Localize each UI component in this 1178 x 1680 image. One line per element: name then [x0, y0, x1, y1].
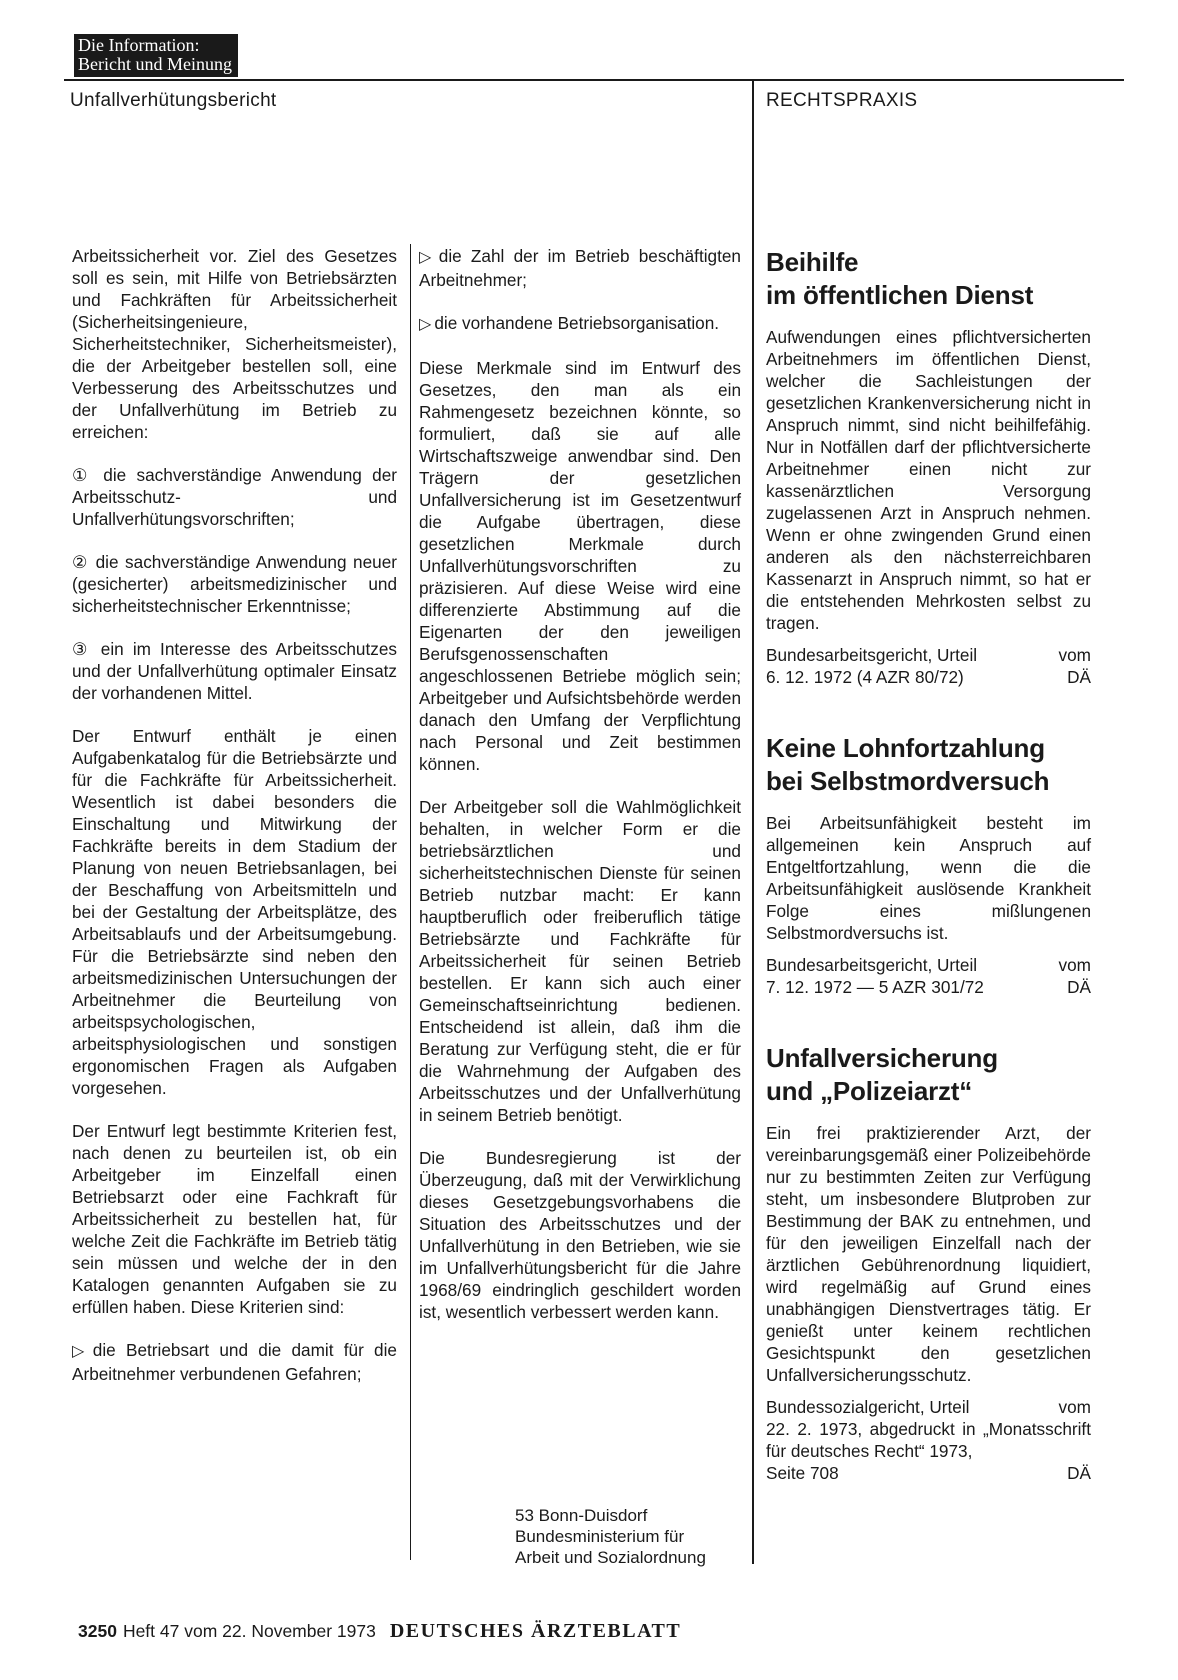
- source-word: vom: [1058, 645, 1091, 665]
- paragraph: Arbeitssicherheit vor. Ziel des Gesetzes soll es sein, mit Hilfe von Betriebsärzten und Fachkräften für Arbeitssicherheit (Sicherheitsingenieure, Sicherheitstechniker, Sicherheitsmeister), die der Arbeitgeber bestellen soll, eine Verbesserung des Arbeitsschutzes und der Unfallverhütung im Betrieb zu erreichen:: [72, 246, 397, 442]
- source-court: Bundessozialgericht, Urteil: [766, 1397, 970, 1417]
- headline-line: im öffentlichen Dienst: [766, 280, 1034, 310]
- paragraph: ③ ein im Interesse des Arbeitsschutzes und der Unfallverhütung optimaler Einsatz der vorhandenen Mittel.: [72, 639, 397, 703]
- article-headline: [766, 1042, 1091, 1108]
- article-body: Ein frei praktizierender Arzt, der vereinbarungsgemäß einer Polizeibehörde nur zu bestimmten Zeiten zur Verfügung steht, um insbesondere Blutproben zur Bestimmung der BAK zu entnehmen, und für den jeweiligen Einzelfall nach der ärztlichen Gebührenordnung liquidiert, wird regelmäßig auf Grund eines unabhängigen Dienstvertrages tätig. Er genießt unter keinem rechtlichen Gesichtspunkt den gesetzlichen Unfallversicherungsschutz.: [766, 1123, 1091, 1385]
- section-badge: [74, 34, 238, 77]
- article-lohnfortzahlung: [766, 732, 1091, 998]
- source-page: Seite 708: [766, 1463, 839, 1483]
- issue-info: Heft 47 vom 22. November 1973: [122, 1621, 376, 1641]
- bullet-text: die vorhandene Betriebsorganisation.: [434, 313, 720, 333]
- source-abbrev: DÄ: [1067, 1463, 1091, 1483]
- paragraph: Der Entwurf legt bestimmte Kriterien fest, nach denen zu beurteilen ist, ob ein Arbeitgeber im Einzelfall einen Betriebsarzt oder eine Fachkraft für Arbeitssicherheit zu bestellen hat, für welche Zeit die Fachkräfte im Betrieb tätig sein müssen und welche der in den Katalogen genannten Aufgaben sie zu erfüllen haben. Diese Kriterien sind:: [72, 1121, 397, 1317]
- column-rule-2: [752, 79, 754, 1564]
- paragraph: ① die sachverständige Anwendung der Arbeitsschutz- und Unfallverhütungsvorschriften;: [72, 465, 397, 529]
- source-court: Bundesarbeitsgericht, Urteil: [766, 645, 978, 665]
- section-label-right: RECHTSPRAXIS: [766, 90, 918, 111]
- bullet-item: [72, 1339, 397, 1385]
- page-number: 3250: [78, 1621, 117, 1641]
- signature-line: Arbeit und Sozialordnung: [515, 1548, 706, 1567]
- column-1: [72, 245, 397, 1385]
- article-source: [766, 644, 1091, 688]
- source-word: vom: [1058, 1397, 1091, 1417]
- bullet-text: die Betriebsart und die damit für die Arbeitnehmer verbundenen Gefahren;: [72, 1340, 397, 1384]
- bullet-item: [419, 245, 741, 291]
- source-word: vom: [1058, 955, 1091, 975]
- article-polizeiarzt: [766, 1042, 1091, 1484]
- badge-line-2: Bericht und Meinung: [78, 54, 232, 74]
- paragraph: Der Entwurf enthält je einen Aufgabenkatalog für die Betriebsärzte und für die Fachkräfte für Arbeitssicherheit. Wesentlich ist dabei besonders die Einschaltung und Mitwirkung der Fachkräfte bereits in dem Stadium der Planung von neuen Betriebsanlagen, bei der Beschaffung von Arbeitsmitteln und bei der Gestaltung der Arbeitsplätze, des Arbeitsablaufs und der Arbeitsumgebung. Für die Betriebsärzte sind neben den arbeitsmedizinischen Untersuchungen der Arbeitnehmer die Beurteilung von arbeitspsychologischen, arbeitsphysiologischen und sonstigen ergonomischen Fragen als Aufgaben vorgesehen.: [72, 726, 397, 1098]
- column-3: [766, 246, 1091, 1484]
- source-reference: 22. 2. 1973, abgedruckt in „Monatsschrift für deutsches Recht“ 1973,: [766, 1419, 1091, 1461]
- section-label-left: Unfallverhütungsbericht: [70, 90, 277, 111]
- article-body: Aufwendungen eines pflichtversicherten Arbeitnehmers im öffentlichen Dienst, welcher die Sachleistungen der gesetzlichen Krankenversicherung nicht in Anspruch nimmt, sind nicht beihilfefähig. Nur in Notfällen darf der pflichtversicherte Arbeitnehmer einen nicht zur kassenärztlichen Versorgung zugelassenen Arzt in Anspruch nehmen. Wenn er ohne zwingenden Grund einen anderen als den nächsterreichbaren Kassenarzt in Anspruch nimmt, so hat er die entstehenden Mehrkosten selbst zu tragen.: [766, 327, 1091, 633]
- source-date: 6. 12. 1972 (4 AZR 80/72): [766, 667, 964, 687]
- source-abbrev: DÄ: [1067, 667, 1091, 687]
- paragraph: Die Bundesregierung ist der Überzeugung, daß mit der Verwirklichung dieses Gesetzgebungsvorhabens die Situation des Arbeitsschutzes und der Unfallverhütung in den Betrieben, wie sie im Unfallverhütungsbericht für die Jahre 1968/69 eindringlich geschildert worden ist, wesentlich verbessert werden kann.: [419, 1148, 741, 1322]
- header-rule: [64, 79, 1124, 81]
- headline-line: Unfallversicherung: [766, 1043, 998, 1073]
- headline-line: Beihilfe: [766, 247, 859, 277]
- article-source: [766, 1396, 1091, 1484]
- article-headline: [766, 732, 1091, 798]
- article-beihilfe: [766, 246, 1091, 688]
- headline-line: und „Polizeiarzt“: [766, 1076, 973, 1106]
- paragraph: ② die sachverständige Anwendung neuer (gesicherter) arbeitsmedizinischer und sicherheitstechnischer Erkenntnisse;: [72, 552, 397, 616]
- author-signature: [515, 1505, 706, 1568]
- source-court: Bundesarbeitsgericht, Urteil: [766, 955, 978, 975]
- paragraph: Diese Merkmale sind im Entwurf des Gesetzes, den man als ein Rahmengesetz bezeichnen könnte, so formuliert, daß sie auf alle Wirtschaftszweige anwendbar sind. Den Trägern der gesetzlichen Unfallversicherung ist im Gesetzentwurf die Aufgabe übertragen, diese gesetzlichen Merkmale durch Unfallverhütungsvorschriften zu präzisieren. Auf diese Weise wird eine differenzierte Abstimmung auf die Eigenarten der den jeweiligen Berufsgenossenschaften angeschlossenen Betriebe möglich sein; Arbeitgeber und Aufsichtsbehörde werden danach den Umfang der Verpflichtung nach Personal und Zeit bestimmen können.: [419, 358, 741, 774]
- column-2: [419, 245, 741, 1344]
- triangle-bullet-icon: ▷: [419, 316, 432, 333]
- badge-line-1: Die Information:: [78, 35, 200, 55]
- headline-line: Keine Lohnfortzahlung: [766, 733, 1045, 763]
- article-body: Bei Arbeitsunfähigkeit besteht im allgemeinen kein Anspruch auf Entgeltfortzahlung, wenn die die Arbeitsunfähigkeit auslösende Krankheit Folge eines mißlungenen Selbstmordversuchs ist.: [766, 813, 1091, 943]
- source-date: 7. 12. 1972 — 5 AZR 301/72: [766, 977, 984, 997]
- column-rule-1: [410, 244, 411, 1560]
- bullet-text: die Zahl der im Betrieb beschäftigten Arbeitnehmer;: [419, 246, 741, 290]
- paragraph: Der Arbeitgeber soll die Wahlmöglichkeit behalten, in welcher Form er die betriebsärztlichen und sicherheitstechnischen Dienste für seinen Betrieb nutzbar macht: Er kann hauptberuflich oder freiberuflich tätige Betriebsärzte und Fachkräfte für Arbeitssicherheit für seinen Betrieb bestellen. Er kann sich auch einer Gemeinschaftseinrichtung bedienen. Entscheidend ist allein, daß ihm die Beratung zur Verfügung steht, die er für die Wahrnehmung der Aufgaben des Arbeitsschutzes und der Unfallverhütung in seinem Betrieb benötigt.: [419, 797, 741, 1125]
- source-abbrev: DÄ: [1067, 977, 1091, 997]
- article-headline: [766, 246, 1091, 312]
- headline-line: bei Selbstmordversuch: [766, 766, 1050, 796]
- signature-line: 53 Bonn-Duisdorf: [515, 1506, 648, 1525]
- signature-line: Bundesministerium für: [515, 1527, 685, 1546]
- page-footer: [78, 1620, 681, 1643]
- triangle-bullet-icon: ▷: [72, 1343, 90, 1360]
- triangle-bullet-icon: ▷: [419, 249, 436, 266]
- magazine-title: DEUTSCHES ÄRZTEBLATT: [389, 1620, 682, 1642]
- bullet-item: [419, 312, 741, 336]
- article-source: [766, 954, 1091, 998]
